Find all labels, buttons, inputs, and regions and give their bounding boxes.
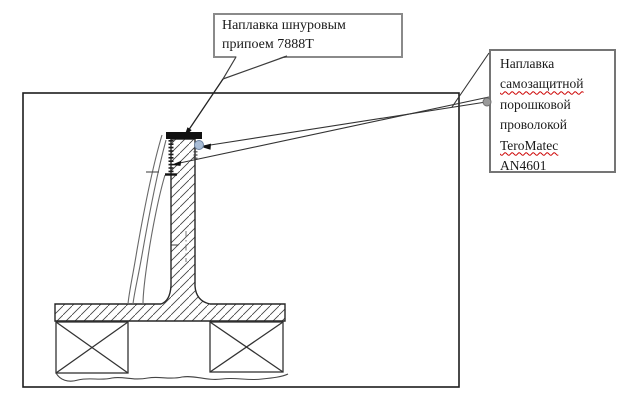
- top-callout-pointer[interactable]: [184, 56, 287, 138]
- drawing-frame: [23, 93, 459, 387]
- right-block-diagonal-1: [210, 322, 283, 372]
- leader-line-1[interactable]: [204, 102, 486, 146]
- callout-right-line-1: Наплавка: [500, 56, 555, 71]
- right-block-diagonal-2: [210, 322, 283, 372]
- break-wavy-line: [56, 373, 288, 381]
- callout-top-line-2: припоем 7888Т: [222, 36, 314, 52]
- left-block: [56, 322, 128, 373]
- callout-textbox-cord-solder[interactable]: [213, 13, 403, 58]
- right-block: [210, 322, 283, 372]
- left-block-diagonal-1: [56, 322, 128, 373]
- weld-deposit: [165, 132, 202, 175]
- arc-outer: [128, 135, 162, 304]
- callout-textbox-flux-cored-wire[interactable]: [489, 49, 616, 173]
- top-arrowhead: [184, 127, 192, 137]
- leader-line-2[interactable]: [175, 97, 489, 164]
- support-blocks: [56, 322, 283, 373]
- callout-right-line-4: проволокой: [500, 117, 567, 133]
- connector-endpoint-handle-blue[interactable]: [195, 141, 204, 150]
- left-block-diagonal-2: [56, 322, 128, 373]
- weld-cap: [166, 132, 202, 139]
- right-callout-leaders[interactable]: [171, 53, 491, 166]
- arc-middle: [133, 140, 166, 304]
- callout-right-line-6: AN4601: [500, 158, 547, 174]
- top-arrow-line[interactable]: [186, 79, 223, 134]
- rail-web-and-plate-outline: [55, 139, 285, 321]
- callout-pointer-lines: [223, 56, 287, 79]
- worn-profile-arcs: [128, 135, 166, 304]
- callout-right-line-5: TeroMatec: [500, 137, 559, 153]
- callout-right-line-2: самозащитной: [500, 76, 584, 92]
- leader-1-arrowhead: [200, 144, 211, 150]
- leader-2-arrowhead: [171, 161, 181, 166]
- callout-corner-diagonal[interactable]: [452, 53, 489, 107]
- callout-pointer-mask: [223, 56, 286, 80]
- callout-top-line-1: Наплавка шнуровым: [222, 18, 346, 33]
- rail-section-profile: [55, 139, 285, 321]
- callout-right-line-3: порошковой: [500, 96, 571, 112]
- arc-inner: [143, 175, 165, 304]
